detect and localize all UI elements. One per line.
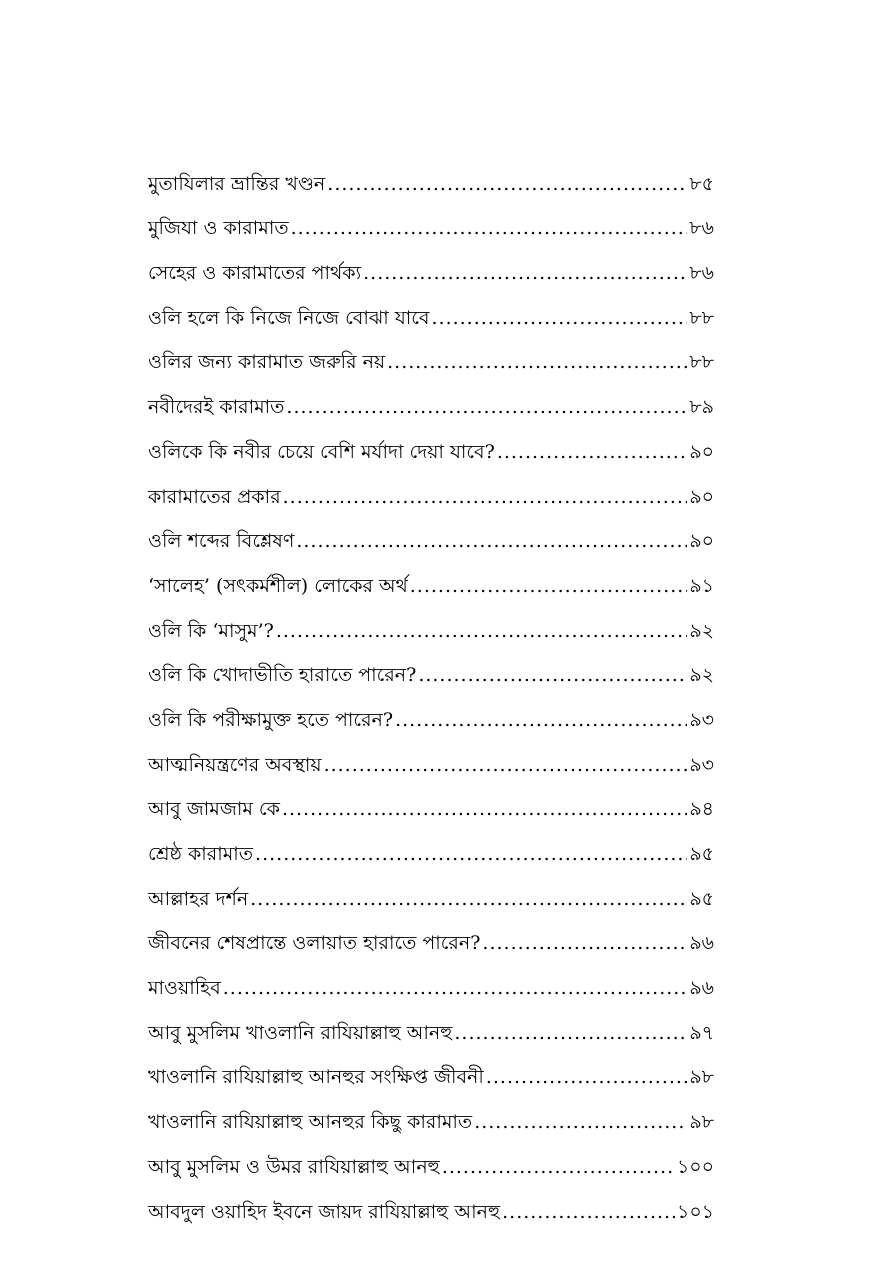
toc-entry-page: ৮৫ (689, 172, 714, 195)
toc-entry-page: ৮৮ (689, 306, 714, 329)
toc-entry-title: আবদুল ওয়াহিদ ইবনে জায়দ রাযিয়াল্লাহু আনহু (148, 1200, 501, 1223)
toc-entry-page: ৯৮ (689, 1066, 714, 1089)
dot-leader (276, 618, 688, 644)
toc-entry-title: ওলি কি ‘মাসুম’? (148, 619, 274, 642)
toc-entry-page: ৮৮ (689, 351, 714, 374)
dot-leader (223, 975, 688, 1001)
toc-entry-page: ৮৬ (689, 217, 714, 240)
toc-entry (148, 1001, 714, 1046)
toc-entry (148, 599, 714, 644)
toc-entry (148, 822, 714, 867)
toc-entry-title: আত্মনিয়ন্ত্রণের অবস্থায় (148, 753, 322, 776)
dot-leader (474, 1109, 687, 1135)
dot-leader (442, 1154, 675, 1180)
dot-leader (324, 752, 688, 778)
dot-leader (431, 305, 687, 331)
dot-leader (395, 707, 687, 733)
toc-entry (148, 197, 714, 242)
toc-entry (148, 286, 714, 331)
toc-entry-page: ৯০ (689, 440, 714, 463)
toc-entry (148, 152, 714, 197)
toc-entry-page: ৯৭ (689, 1021, 714, 1044)
table-of-contents (148, 152, 714, 1225)
toc-entry-title: শ্রেষ্ঠ কারামাত (148, 843, 254, 865)
toc-entry (148, 688, 714, 733)
dot-leader (291, 215, 688, 241)
toc-entry-page: ৯০ (689, 530, 714, 553)
toc-entry (148, 510, 714, 555)
toc-entry-page: ৯৬ (689, 932, 714, 955)
toc-entry-title: খাওলানি রাযিয়াল্লাহু আনহুর সংক্ষিপ্ত জীবনী (148, 1066, 484, 1089)
toc-entry-page: ৯৬ (689, 977, 714, 1000)
toc-entry (148, 1046, 714, 1091)
dot-leader (497, 439, 688, 465)
toc-entry (148, 331, 714, 376)
toc-entry (148, 644, 714, 689)
toc-entry-title: সেহের ও কারামাতের পার্থক্য (148, 262, 362, 285)
toc-entry (148, 733, 714, 778)
toc-entry-page: ৯৩ (689, 708, 714, 731)
toc-entry (148, 375, 714, 420)
toc-entry-page: ১০০ (676, 1155, 714, 1178)
dot-leader (255, 841, 687, 867)
toc-entry-title: ‘সালেহ’ (সৎকর্মশীল) লোকের অর্থ (148, 574, 408, 597)
toc-entry-page: ৯৫ (689, 887, 714, 910)
toc-entry-title: আল্লাহর দর্শন (148, 887, 249, 910)
toc-entry-title: ওলি হলে কি নিজে নিজে বোঝা যাবে (148, 306, 430, 329)
toc-entry-title: নবীদেরই কারামাত (148, 396, 285, 419)
toc-entry (148, 465, 714, 510)
dot-leader (410, 573, 688, 599)
toc-entry-page: ৯১ (689, 574, 714, 597)
toc-entry (148, 241, 714, 286)
toc-entry-title: মুতাযিলার ভ্রান্তির খণ্ডন (148, 172, 326, 195)
dot-leader (327, 171, 687, 197)
toc-entry-page: ৯০ (689, 485, 714, 508)
dot-leader (282, 796, 687, 822)
toc-entry-title: আবু মুসলিম ও উমর রাযিয়াল্লাহু আনহু (148, 1155, 440, 1178)
toc-entry (148, 778, 714, 823)
dot-leader (482, 930, 687, 956)
toc-entry-title: মুজিযা ও কারামাত (148, 217, 289, 240)
toc-entry-title: ওলি শব্দের বিশ্লেষণ (148, 530, 295, 553)
toc-entry-title: ওলিকে কি নবীর চেয়ে বেশি মর্যাদা দেয়া যাবে? (148, 440, 495, 463)
toc-entry-title: আবু জামজাম কে (148, 798, 280, 821)
toc-entry-title: মাওয়াহিব (148, 977, 221, 1000)
toc-entry (148, 1090, 714, 1135)
toc-entry-title: ওলি কি পরীক্ষামুক্ত হতে পারেন? (148, 708, 394, 731)
dot-leader (486, 1064, 688, 1090)
toc-entry-title: খাওলানি রাযিয়াল্লাহু আনহুর কিছু কারামাত (148, 1111, 473, 1134)
dot-leader (502, 1199, 675, 1225)
toc-entry-page: ৯২ (689, 664, 714, 687)
toc-entry-title: আবু মুসলিম খাওলানি রাযিয়াল্লাহু আনহু (148, 1021, 453, 1044)
toc-entry (148, 1180, 714, 1225)
toc-entry (148, 867, 714, 912)
toc-entry-page: ১০১ (676, 1200, 714, 1223)
toc-entry-title: জীবনের শেষপ্রান্তে ওলায়াত হারাতে পারেন? (148, 932, 481, 955)
toc-entry-page: ৯৮ (689, 1111, 714, 1134)
toc-entry (148, 554, 714, 599)
dot-leader (250, 886, 687, 912)
dot-leader (418, 662, 687, 688)
dot-leader (363, 260, 687, 286)
dot-leader (283, 484, 688, 510)
toc-entry (148, 1135, 714, 1180)
toc-entry-title: ওলির জন্য কারামাত জরুরি নয় (148, 351, 386, 374)
dot-leader (387, 349, 687, 375)
toc-entry-title: কারামাতের প্রকার (148, 485, 281, 508)
toc-entry-page: ৮৬ (689, 262, 714, 285)
toc-entry (148, 956, 714, 1001)
toc-entry (148, 912, 714, 957)
toc-entry-page: ৯৩ (689, 753, 714, 776)
toc-entry-title: ওলি কি খোদাভীতি হারাতে পারেন? (148, 664, 417, 687)
toc-entry-page: ৮৯ (689, 396, 714, 419)
dot-leader (296, 528, 687, 554)
dot-leader (454, 1020, 687, 1046)
toc-entry (148, 420, 714, 465)
toc-entry-page: ৯৫ (689, 843, 714, 865)
dot-leader (286, 394, 687, 420)
toc-entry-page: ৯২ (689, 619, 714, 642)
toc-entry-page: ৯৪ (689, 798, 714, 821)
